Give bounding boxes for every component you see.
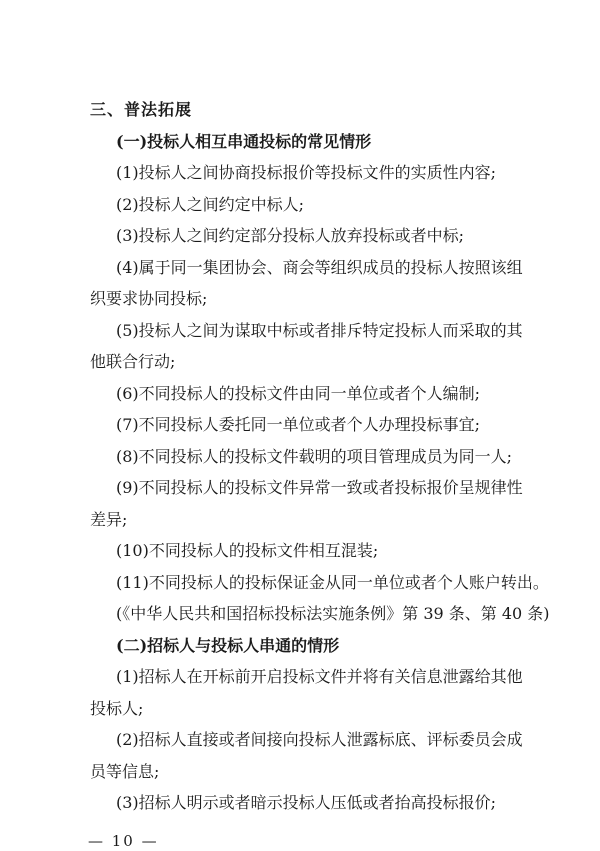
section-title: 三、普法拓展 (90, 100, 193, 119)
part1-line: (2)投标人之间约定中标人; (116, 194, 305, 214)
part1-line: (11)不同投标人的投标保证金从同一单位或者个人账户转出。 (116, 572, 549, 592)
part1-line: (10)不同投标人的投标文件相互混装; (116, 541, 379, 560)
part1-line: (7)不同投标人委托同一单位或者个人办理投标事宜; (116, 415, 481, 434)
legal-citation: (《中华人民共和国招标投标法实施条例》第 39 条、第 40 条) (116, 604, 550, 623)
part1-line: (4)属于同一集团协会、商会等组织成员的投标人按照该组 (116, 257, 523, 277)
part1-line: (5)投标人之间为谋取中标或者排斥特定投标人而采取的其 (116, 320, 523, 340)
part1-line: (8)不同投标人的投标文件载明的项目管理成员为同一人; (116, 446, 513, 466)
part1-line: (1)投标人之间协商投标报价等投标文件的实质性内容; (116, 163, 497, 182)
part1-heading: (一)投标人相互串通投标的常见情形 (116, 131, 372, 151)
part2-line: (1)招标人在开标前开启投标文件并将有关信息泄露给其他 (116, 667, 523, 686)
part2-line: (2)招标人直接或者间接向投标人泄露标底、评标委员会成 (116, 730, 523, 749)
part1-line: (6)不同投标人的投标文件由同一单位或者个人编制; (116, 383, 481, 403)
part1-line: 织要求协同投标; (90, 289, 208, 308)
part1-line: 差异; (90, 509, 128, 529)
part1-line: (9)不同投标人的投标文件异常一致或者投标报价呈规律性 (116, 478, 523, 497)
part1-line: 他联合行动; (90, 352, 176, 371)
part2-heading: (二)招标人与投标人串通的情形 (116, 635, 340, 655)
page-number: — 10 — (88, 831, 159, 850)
part2-line: 员等信息; (90, 761, 160, 781)
part2-line: (3)招标人明示或者暗示投标人压低或者抬高投标报价; (116, 793, 497, 812)
part1-line: (3)投标人之间约定部分投标人放弃投标或者中标; (116, 226, 465, 245)
part2-line: 投标人; (90, 698, 144, 718)
